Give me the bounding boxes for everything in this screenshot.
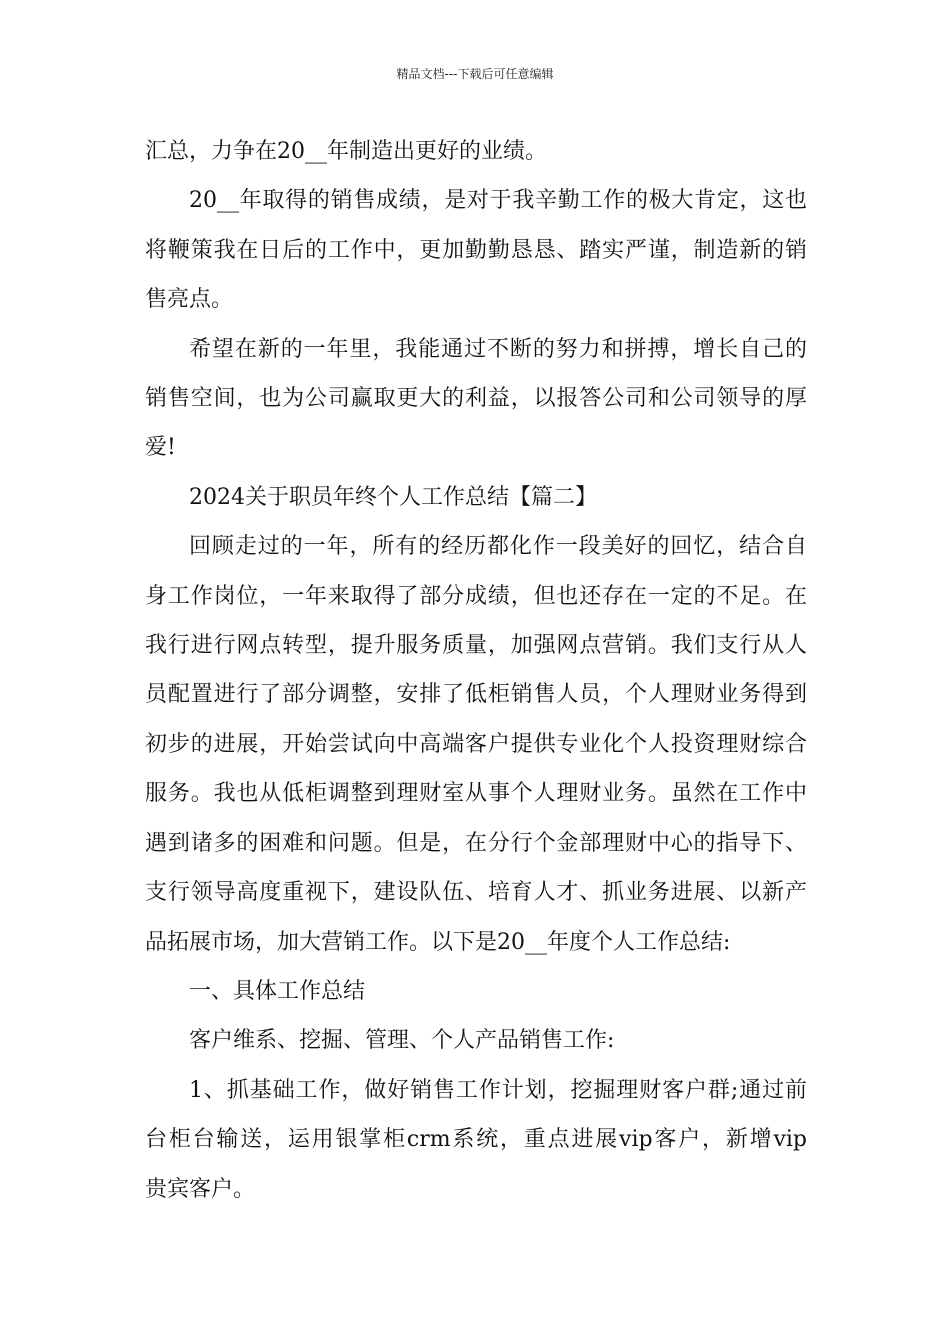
text-line: 品拓展市场，加大营销工作。以下是20__年度个人工作总结: [145, 929, 731, 955]
paragraph [145, 127, 807, 176]
text-line: 售亮点。 [145, 287, 234, 313]
text-line: 爱! [145, 435, 176, 461]
text-line: 1、抓基础工作，做好销售工作计划，挖掘理财客户群;通过前 [189, 1077, 807, 1103]
text-line: 20__年取得的销售成绩，是对于我辛勤工作的极大肯定，这也 [189, 188, 807, 214]
text-line: 2024关于职员年终个人工作总结【篇二】 [189, 484, 597, 510]
page-header: 精品文档---下载后可任意编辑 [396, 67, 554, 81]
text-line: 一、具体工作总结 [189, 978, 366, 1004]
section-heading [145, 473, 807, 522]
text-line: 回顾走过的一年，所有的经历都化作一段美好的回忆，结合自 [189, 534, 807, 560]
text-line: 初步的进展，开始尝试向中高端客户提供专业化个人投资理财综合 [145, 731, 807, 757]
text-line: 台柜台输送，运用银掌柜crm系统，重点进展vip客户，新增vip [145, 1127, 807, 1153]
text-line: 员配置进行了部分调整，安排了低柜销售人员，个人理财业务得到 [145, 682, 807, 708]
text-line: 支行领导高度重视下，建设队伍、培育人才、抓业务进展、以新产 [145, 880, 807, 906]
paragraph [145, 325, 807, 473]
section-heading [145, 967, 807, 1016]
text-line: 贵宾客户。 [145, 1176, 256, 1202]
text-line: 客户维系、挖掘、管理、个人产品销售工作: [189, 1028, 615, 1054]
text-line: 希望在新的一年里，我能通过不断的努力和拼搏，增长自己的 [189, 336, 807, 362]
text-line: 遇到诸多的困难和问题。但是，在分行个金部理财中心的指导下、 [145, 830, 807, 856]
paragraph [145, 1066, 807, 1214]
paragraph [145, 1016, 807, 1065]
text-line: 汇总，力争在20__年制造出更好的业绩。 [145, 139, 547, 164]
text-line: 销售空间，也为公司赢取更大的利益，以报答公司和公司领导的厚 [145, 386, 807, 412]
text-line: 将鞭策我在日后的工作中，更加勤勤恳恳、踏实严谨，制造新的销 [145, 237, 807, 263]
paragraph [145, 522, 807, 967]
paragraph [145, 176, 807, 324]
document-body [145, 127, 807, 1214]
text-line: 我行进行网点转型，提升服务质量，加强网点营销。我们支行从人 [145, 633, 807, 659]
text-line: 服务。我也从低柜调整到理财室从事个人理财业务。虽然在工作中 [145, 781, 807, 807]
text-line: 身工作岗位，一年来取得了部分成绩，但也还存在一定的不足。在 [145, 583, 807, 609]
